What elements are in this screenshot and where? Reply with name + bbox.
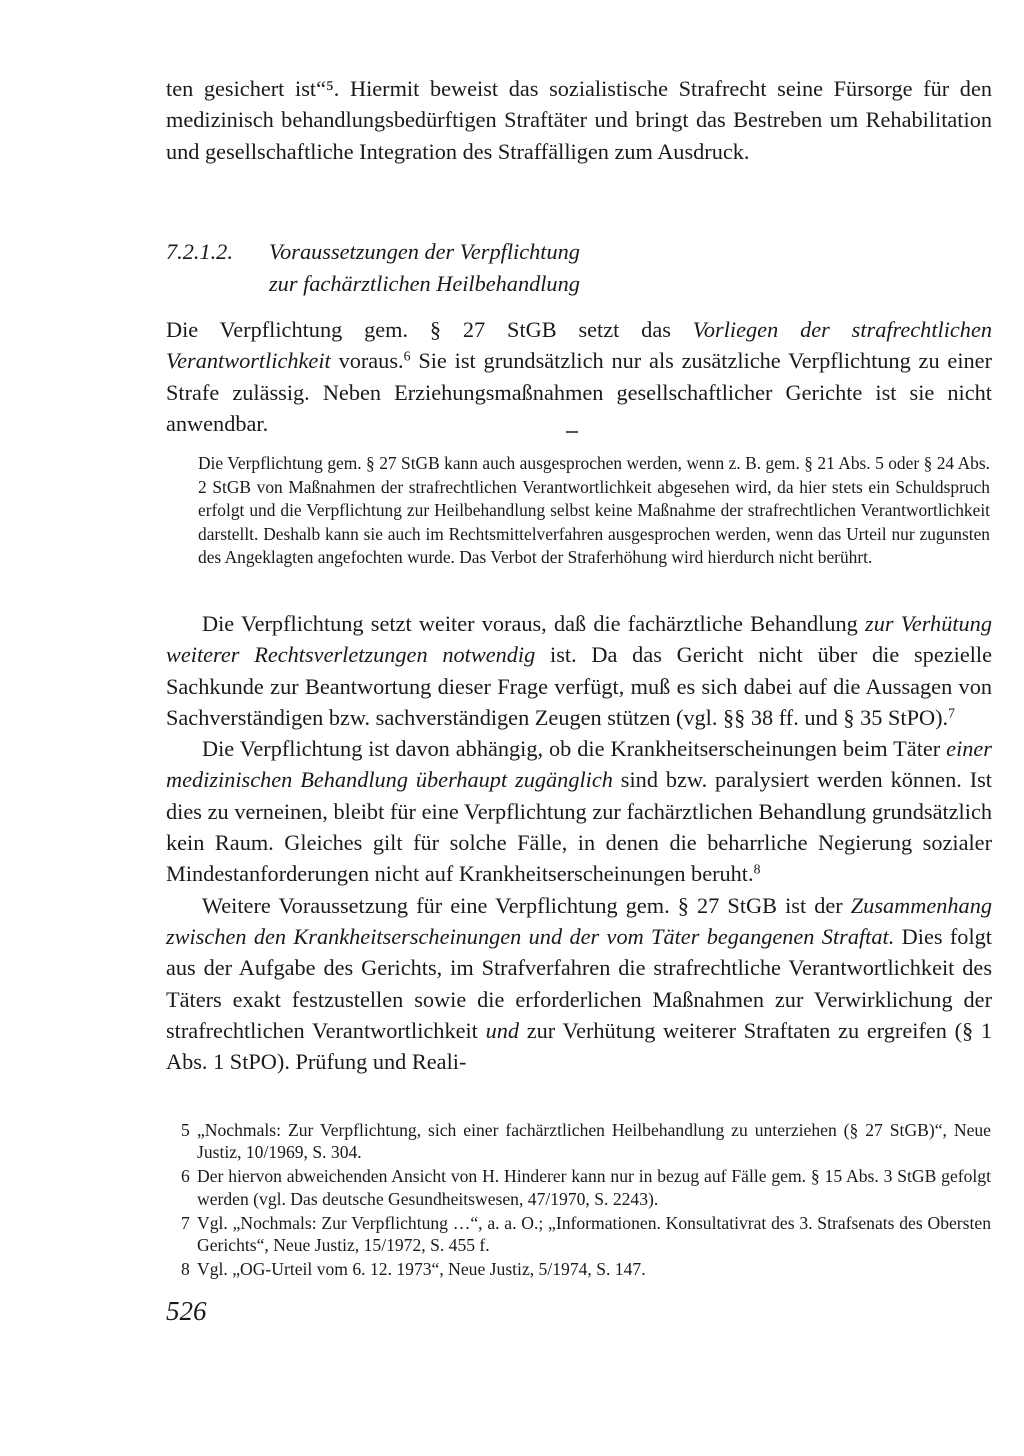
dash-mark: [566, 431, 578, 433]
footnote-number: 5: [181, 1120, 190, 1140]
page-number: 526: [166, 1296, 207, 1326]
p4-part-a: Weitere Voraussetzung für eine Verpflichtung gem. § 27 StGB ist der: [202, 892, 851, 918]
p1-emphasis: Vorliegen der strafrechtlichen Verantwortlichkeit: [166, 317, 992, 374]
p2-emphasis: zur Verhütung weiterer Rechtsverletzungen notwendig: [166, 611, 992, 668]
footnote-7: [181, 1212, 991, 1257]
footnote-number: 8: [181, 1258, 190, 1279]
footnote-5: [181, 1119, 991, 1164]
footnote-6: [181, 1165, 991, 1210]
small-print-note: [198, 452, 990, 570]
footnote-ref-8[interactable]: 8: [753, 861, 761, 877]
intro-paragraph: [166, 73, 992, 167]
p3-part-a: Die Verpflichtung ist davon abhängig, ob die Krankheitserscheinungen beim Täter: [202, 736, 947, 762]
p1-part-d: Sie ist grundsätzlich nur als zusätzliche Verpflichtung zu einer Strafe zulässig. Neben Erziehungsmaßnahmen gesellschaftlicher Gerichte ist sie nicht anwendbar.: [166, 348, 992, 436]
paragraph-2: [166, 608, 992, 733]
footnote-ref-7[interactable]: 7: [948, 705, 955, 721]
footnote-number: 6: [181, 1166, 190, 1187]
paragraph-3: [166, 733, 992, 889]
section-title-line-1: Voraussetzungen der Verpflichtung: [269, 239, 580, 264]
footnotes: [181, 1119, 991, 1282]
footnote-text: „Nochmals: Zur Verpflichtung, sich einer fachärztlichen Heilbehandlung zu unterziehen (§ 27 StGB)“, Neue Justiz, 10/1969, S. 304.: [197, 1120, 991, 1163]
p2-part-a: Die Verpflichtung setzt weiter voraus, daß die fachärztliche Behandlung: [202, 611, 866, 636]
p1-part-c: voraus.: [330, 348, 404, 374]
section-number: 7.2.1.2.: [166, 239, 233, 264]
footnote-text: Der hiervon abweichenden Ansicht von H. Hinderer kann nur in bezug auf Fälle gem. § 15 Abs. 3 StGB gefolgt werden (vgl. Das deutsche Gesundheitswesen, 47/1970, S. 2243).: [197, 1166, 991, 1209]
footnote-number: 7: [181, 1212, 190, 1233]
p2-part-c: ist. Da das Gericht nicht über die spezielle Sachkunde zur Beantwortung dieser Frage verfügt, muß es sich dabei auf die Aussagen von Sachverständigen bzw. sachverständigen Zeugen stützen (vgl. §§ 38 ff. und § 35 StPO).: [166, 642, 993, 730]
footnote-text: Vgl. „OG-Urteil vom 6. 12. 1973“, Neue Justiz, 5/1974, S. 147.: [197, 1258, 646, 1279]
section-title: [269, 236, 829, 300]
footnote-ref-6[interactable]: 6: [403, 348, 411, 364]
p4-emphasis-und: und: [485, 1017, 520, 1043]
section-title-line-2: zur fachärztlichen Heilbehandlung: [269, 271, 580, 296]
paragraph-1-text: [166, 314, 992, 439]
p4-part-c: Dies folgt aus der Aufgabe des Gerichts, im Strafverfahren die strafrechtliche Verantwortlichkeit des Täters exakt festzustellen sowie die erforderlichen Maßnahmen zur Verwirklichung der strafrechtlichen Verantwortlichkeit: [166, 923, 992, 1043]
footnote-8: [181, 1258, 991, 1280]
p1-part-a: Die Verpflichtung gem. § 27 StGB setzt das: [166, 317, 693, 342]
small-print-text: Die Verpflichtung gem. § 27 StGB kann auch ausgesprochen werden, wenn z. B. gem. § 21 Abs. 5 oder § 24 Abs. 2 StGB von Maßnahmen der strafrechtlichen Verantwortlichkeit abgesehen wird, da hier stets ein Schuldspruch erfolgt und die Verpflichtung zur Heilbehandlung selbst keine Maßnahme der strafrechtlichen Verantwortlichkeit darstellt. Deshalb kann sie auch im Rechtsmittelverfahren ausgesprochen werden, wenn das Urteil nur zugunsten des Angeklagten angefochten wurde. Das Verbot der Straferhöhung wird hierdurch nicht berührt.: [198, 453, 990, 568]
p3-part-c: sind bzw. paralysiert werden können. Ist dies zu verneinen, bleibt für eine Verpflichtung zur fachärztlichen Behandlung grundsätzlich kein Raum. Gleiches gilt für solche Fälle, in denen die beharrliche Negierung sozialer Mindestanforderungen nicht auf Krankheitserscheinungen beruht.: [166, 767, 992, 887]
p3-emphasis: einer medizinischen Behandlung überhaupt zugänglich: [166, 736, 992, 793]
main-paragraphs: [166, 608, 992, 1077]
p4-emphasis: Zusammenhang zwischen den Krankheitserscheinungen und der vom Täter begangenen Straftat.: [166, 892, 992, 949]
paragraph-1: [166, 314, 992, 439]
paragraph-4: [166, 890, 992, 1078]
footnote-text: Vgl. „Nochmals: Zur Verpflichtung …“, a. a. O.; „Informationen. Konsultativrat des 3. Strafsenats des Obersten Gerichts“, Neue Justiz, 15/1972, S. 455 f.: [197, 1212, 991, 1256]
intro-text: ten gesichert ist“⁵. Hiermit beweist das sozialistische Strafrecht seine Fürsorge für den medizinisch behandlungsbedürftigen Straftäter und bringt das Bestreben um Rehabilitation und gesellschaftliche Integration des Straffälligen zum Ausdruck.: [166, 76, 992, 164]
p4-part-e: zur Verhütung weiterer Straftaten zu ergreifen (§ 1 Abs. 1 StPO). Prüfung und Reali-: [166, 1017, 992, 1075]
